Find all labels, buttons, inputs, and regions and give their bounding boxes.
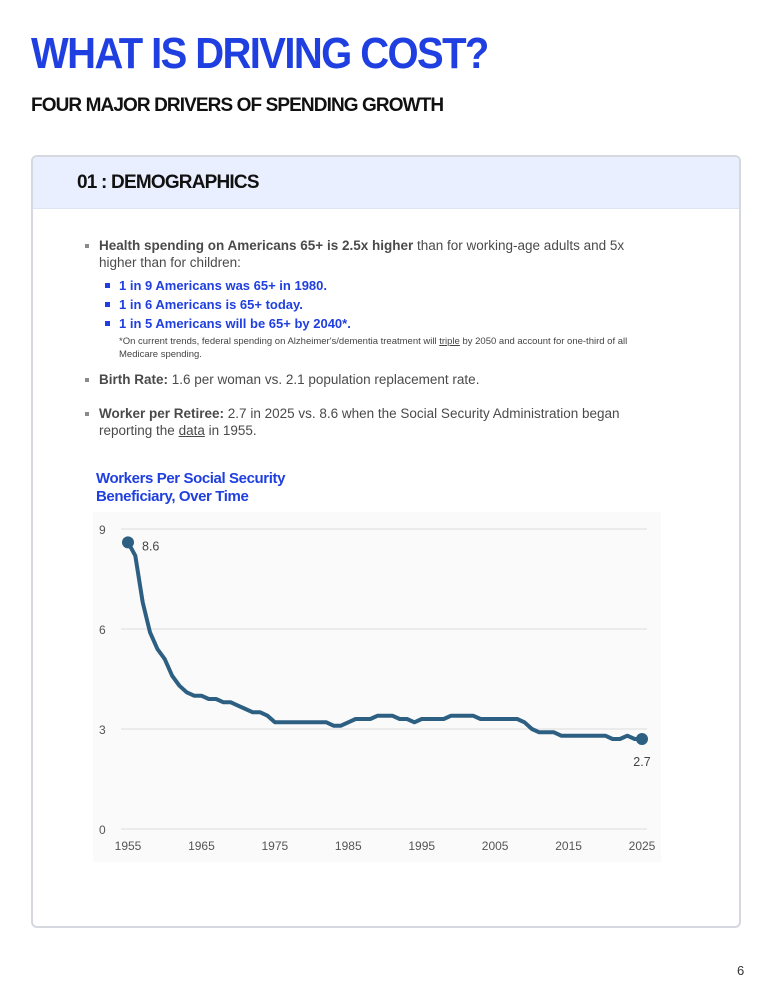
sub-bullet-today: 1 in 6 Americans is 65+ today. [99, 295, 665, 314]
bullet-worker-per-retiree [85, 405, 665, 439]
x-tick-label: 1955 [114, 839, 142, 853]
footnote-text: *On current trends, federal spending on Alzheimer's/dementia treatment will [119, 336, 440, 347]
bullet-bold-text: Health spending on Americans 65+ is 2.5x higher [99, 238, 414, 253]
section-title: 01 : DEMOGRAPHICS [77, 171, 259, 193]
bullet-bold-text: Birth Rate: [99, 372, 169, 387]
y-tick-label: 9 [99, 523, 106, 537]
y-tick-label: 6 [99, 623, 106, 637]
card-header [33, 157, 739, 209]
bullet-text: 2.7 in 2025 vs. 8.6 when the Social Security Administration began reporting the [99, 406, 620, 438]
chart-title: Workers Per Social Security Beneficiary, Over Time [96, 470, 286, 505]
x-tick-label: 2005 [481, 839, 509, 853]
data-link[interactable]: data [178, 423, 205, 438]
y-tick-label: 0 [99, 823, 106, 837]
x-tick-label: 2015 [555, 839, 582, 853]
data-point [636, 733, 648, 745]
bullet-text: than for working-age adults and 5x higher than for children: [99, 238, 625, 270]
triple-link[interactable]: triple [439, 336, 460, 347]
footnote-text-end: by 2050 and account for one-third of all Medicare spending. [119, 336, 628, 360]
workers-per-beneficiary-chart [93, 512, 673, 862]
demographics-card [31, 155, 741, 928]
data-label: 2.7 [633, 755, 651, 769]
page-subtitle: FOUR MAJOR DRIVERS OF SPENDING GROWTH [31, 95, 444, 116]
y-tick-label: 3 [99, 723, 106, 737]
footnote [119, 335, 665, 361]
sub-bullet-2040: 1 in 5 Americans will be 65+ by 2040*. [99, 314, 665, 333]
bullet-birth-rate [85, 371, 665, 388]
x-tick-label: 1995 [408, 839, 436, 853]
page-title: WHAT IS DRIVING COST? [31, 30, 488, 78]
bullet-text-end: in 1955. [204, 423, 257, 438]
bullet-bold-text: Worker per Retiree: [99, 406, 225, 421]
bullet-text: 1.6 per woman vs. 2.1 population replacement rate. [168, 372, 480, 387]
data-point [122, 536, 134, 548]
x-tick-label: 1985 [334, 839, 362, 853]
bullet-list [85, 237, 665, 439]
bullet-health-spending [85, 237, 665, 361]
x-tick-label: 2025 [628, 839, 656, 853]
x-tick-label: 1965 [188, 839, 215, 853]
data-label: 8.6 [142, 539, 160, 554]
page-number: 6 [737, 963, 745, 978]
sub-bullet-list [99, 276, 665, 333]
x-tick-label: 1975 [261, 839, 289, 853]
sub-bullet-1980: 1 in 9 Americans was 65+ in 1980. [99, 276, 665, 295]
